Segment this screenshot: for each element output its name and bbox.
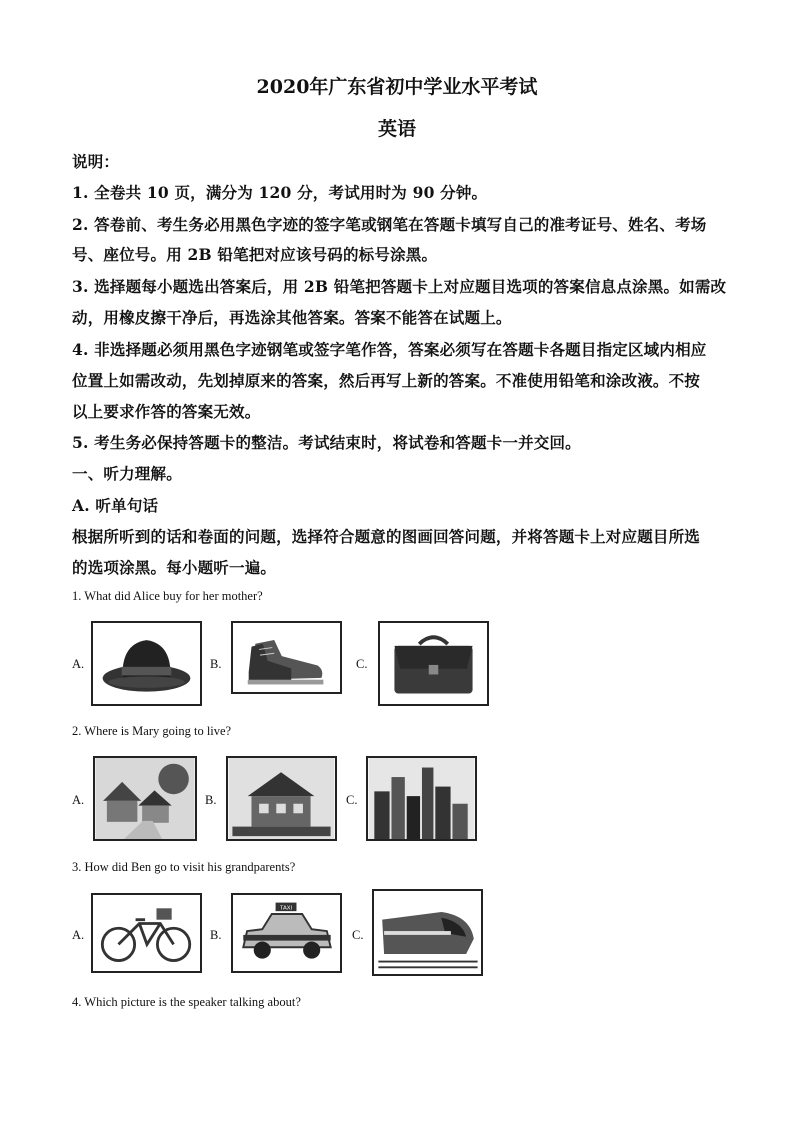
option-label: C. bbox=[352, 928, 364, 942]
part-a-heading: A. 听单句话 bbox=[72, 496, 159, 515]
instruction-line: 5. 考生务必保持答题卡的整洁。考试结束时，将试卷和答题卡一并交回。 bbox=[72, 433, 581, 452]
exam-title: 2020年广东省初中学业水平考试 bbox=[256, 76, 538, 98]
directions-line: 根据所听到的话和卷面的问题，选择符合题意的图画回答问题，并将答题卡上对应题目所选 bbox=[72, 527, 701, 546]
village-icon bbox=[93, 756, 197, 841]
question-2: 2. Where is Mary going to live? bbox=[72, 724, 232, 738]
question-4: 4. Which picture is the speaker talking about? bbox=[72, 995, 301, 1009]
directions-line: 的选项涂黑。每小题听一遍。 bbox=[72, 558, 277, 577]
option-label: B. bbox=[205, 793, 217, 807]
instruction-line: 位置上如需改动，先划掉原来的答案，然后再写上新的答案。不准使用铅笔和涂改液。不按 bbox=[72, 371, 701, 390]
option-label: A. bbox=[72, 928, 85, 942]
instructions-heading: 说明： bbox=[72, 152, 120, 171]
city-buildings-icon bbox=[366, 756, 477, 841]
sneaker-icon bbox=[231, 621, 342, 694]
town-house-icon bbox=[226, 756, 337, 841]
instruction-line: 动，用橡皮擦干净后，再选涂其他答案。答案不能答在试题上。 bbox=[72, 308, 512, 327]
option-label: C. bbox=[346, 793, 358, 807]
train-icon bbox=[372, 889, 483, 976]
question-3: 3. How did Ben go to visit his grandparents? bbox=[72, 860, 296, 874]
option-label: B. bbox=[210, 928, 222, 942]
taxi-sign-text: TAXI bbox=[279, 905, 293, 912]
option-label: A. bbox=[72, 793, 85, 807]
instruction-line: 号、座位号。用 2B 铅笔把对应该号码的标号涂黑。 bbox=[72, 245, 438, 264]
hat-icon bbox=[91, 621, 202, 706]
instruction-line: 3. 选择题每小题选出答案后，用 2B 铅笔把答题卡上对应题目选项的答案信息点涂黑。如需改 bbox=[72, 277, 727, 296]
taxi-icon bbox=[231, 893, 342, 973]
subject-title: 英语 bbox=[377, 118, 416, 140]
bag-icon bbox=[378, 621, 489, 706]
option-label: B. bbox=[210, 657, 222, 671]
section-heading: 一、听力理解。 bbox=[72, 464, 182, 483]
option-label: C. bbox=[356, 657, 368, 671]
instruction-line: 1. 全卷共 10 页，满分为 120 分，考试用时为 90 分钟。 bbox=[72, 183, 488, 202]
bicycle-icon bbox=[91, 893, 202, 973]
option-label: A. bbox=[72, 657, 85, 671]
question-1: 1. What did Alice buy for her mother? bbox=[72, 589, 263, 603]
instruction-line: 2. 答卷前、考生务必用黑色字迹的签字笔或钢笔在答题卡填写自己的准考证号、姓名、考场 bbox=[72, 215, 707, 234]
instruction-line: 以上要求作答的答案无效。 bbox=[72, 402, 261, 421]
instruction-line: 4. 非选择题必须用黑色字迹钢笔或签字笔作答，答案必须写在答题卡各题目指定区域内相应 bbox=[72, 340, 707, 359]
